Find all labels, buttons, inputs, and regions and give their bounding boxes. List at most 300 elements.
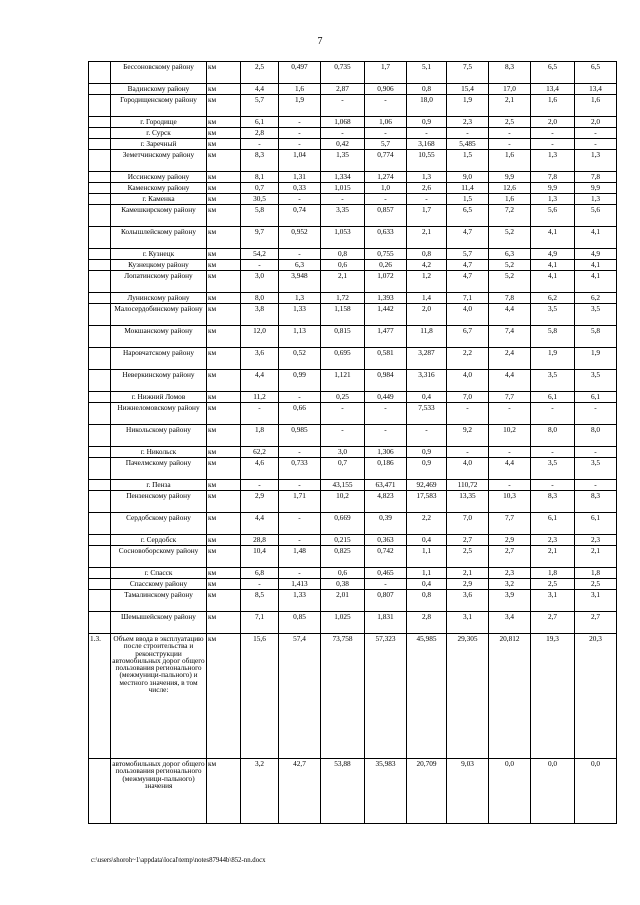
value-cell: -	[279, 392, 321, 403]
indicator-name-cell: г. Нижний Ломов	[111, 392, 207, 403]
value-cell: -	[279, 128, 321, 139]
row-number-cell	[89, 304, 111, 326]
value-cell: 10,2	[321, 491, 365, 513]
value-cell: -	[321, 425, 365, 447]
value-cell: 0,985	[279, 425, 321, 447]
value-cell: 0,9	[407, 117, 447, 128]
unit-cell: км	[207, 249, 241, 260]
row-number-cell	[89, 546, 111, 568]
value-cell: -	[279, 194, 321, 205]
value-cell: 8,1	[241, 172, 279, 183]
value-cell: 0,6	[321, 568, 365, 579]
value-cell: 0,774	[365, 150, 407, 172]
value-cell: 5,8	[531, 326, 575, 348]
value-cell: 1,6	[279, 84, 321, 95]
value-cell: 4,1	[531, 260, 575, 271]
value-cell: 4,7	[447, 227, 489, 249]
value-cell: 1,3	[531, 194, 575, 205]
value-cell: 2,1	[575, 546, 617, 568]
value-cell: 1,0	[365, 183, 407, 194]
indicator-name-cell: Городищенскому району	[111, 95, 207, 117]
value-cell: 4,1	[531, 271, 575, 293]
value-cell: 6,8	[241, 568, 279, 579]
value-cell: 2,8	[241, 128, 279, 139]
value-cell: 4,823	[365, 491, 407, 513]
unit-cell: км	[207, 546, 241, 568]
value-cell: 4,7	[447, 260, 489, 271]
unit-cell: км	[207, 117, 241, 128]
value-cell: -	[407, 194, 447, 205]
value-cell: 4,9	[531, 249, 575, 260]
value-cell: -	[489, 128, 531, 139]
value-cell: 4,1	[575, 271, 617, 293]
value-cell: 5,7	[241, 95, 279, 117]
value-cell: 110,72	[447, 480, 489, 491]
value-cell: 1,48	[279, 546, 321, 568]
table-row	[89, 62, 617, 84]
value-cell: 43,155	[321, 480, 365, 491]
value-cell: -	[531, 447, 575, 458]
value-cell: -	[279, 513, 321, 535]
unit-cell: км	[207, 590, 241, 612]
value-cell: -	[321, 95, 365, 117]
indicator-name-cell: Лопатинскому району	[111, 271, 207, 293]
value-cell: 1,334	[321, 172, 365, 183]
value-cell: 0,465	[365, 568, 407, 579]
value-cell: 2,9	[447, 579, 489, 590]
value-cell: 73,758	[321, 634, 365, 759]
unit-cell: км	[207, 568, 241, 579]
value-cell: 5,485	[447, 139, 489, 150]
value-cell: 0,215	[321, 535, 365, 546]
indicator-name-cell: Сердобскому району	[111, 513, 207, 535]
value-cell: 1,442	[365, 304, 407, 326]
unit-cell: км	[207, 392, 241, 403]
value-cell: 0,186	[365, 458, 407, 480]
value-cell: -	[279, 568, 321, 579]
value-cell: 2,9	[489, 535, 531, 546]
value-cell: 1,5	[447, 194, 489, 205]
value-cell: 1,7	[365, 62, 407, 84]
value-cell: 2,1	[447, 568, 489, 579]
value-cell: 5,7	[447, 249, 489, 260]
unit-cell: км	[207, 579, 241, 590]
value-cell: 3,0	[321, 447, 365, 458]
value-cell: 2,87	[321, 84, 365, 95]
value-cell: 8,3	[489, 62, 531, 84]
value-cell: 2,7	[489, 546, 531, 568]
value-cell: 8,0	[531, 425, 575, 447]
row-number-cell	[89, 260, 111, 271]
value-cell: -	[489, 403, 531, 425]
value-cell: 1,8	[241, 425, 279, 447]
value-cell: 63,471	[365, 480, 407, 491]
value-cell: 7,0	[447, 392, 489, 403]
row-number-cell	[89, 117, 111, 128]
indicator-name-cell: г. Сурск	[111, 128, 207, 139]
value-cell: -	[531, 128, 575, 139]
value-cell: 2,6	[407, 183, 447, 194]
value-cell: 4,0	[447, 304, 489, 326]
value-cell: 4,4	[489, 458, 531, 480]
value-cell: 1,9	[575, 348, 617, 370]
value-cell: 4,0	[447, 458, 489, 480]
value-cell: 1,413	[279, 579, 321, 590]
value-cell: -	[279, 139, 321, 150]
value-cell: 0,952	[279, 227, 321, 249]
unit-cell: км	[207, 84, 241, 95]
value-cell: 7,8	[531, 172, 575, 183]
value-cell: 1,477	[365, 326, 407, 348]
unit-cell: км	[207, 447, 241, 458]
value-cell: 6,1	[531, 513, 575, 535]
value-cell: 0,633	[365, 227, 407, 249]
value-cell: 1,015	[321, 183, 365, 194]
value-cell: 4,4	[489, 370, 531, 392]
table-row	[89, 326, 617, 348]
value-cell: 1,33	[279, 304, 321, 326]
value-cell: 6,7	[447, 326, 489, 348]
value-cell: 5,6	[531, 205, 575, 227]
value-cell: 2,5	[531, 579, 575, 590]
row-number-cell	[89, 172, 111, 183]
value-cell: 3,1	[531, 590, 575, 612]
table-row	[89, 535, 617, 546]
indicator-name-cell: Иссинскому району	[111, 172, 207, 183]
indicator-name-cell: Шемышейскому району	[111, 612, 207, 634]
value-cell: 92,469	[407, 480, 447, 491]
value-cell: 0,497	[279, 62, 321, 84]
indicator-name-cell: г. Пенза	[111, 480, 207, 491]
value-cell: 2,5	[447, 546, 489, 568]
value-cell: 5,2	[489, 271, 531, 293]
value-cell: 0,7	[321, 458, 365, 480]
value-cell: 1,13	[279, 326, 321, 348]
value-cell: 10,4	[241, 546, 279, 568]
unit-cell: км	[207, 458, 241, 480]
value-cell: 2,1	[531, 546, 575, 568]
value-cell: 3,5	[531, 370, 575, 392]
table-body	[89, 62, 617, 824]
table-row	[89, 95, 617, 117]
value-cell: 0,26	[365, 260, 407, 271]
indicator-name-cell: Лунинскому району	[111, 293, 207, 304]
value-cell: 1,04	[279, 150, 321, 172]
value-cell: 8,3	[531, 491, 575, 513]
value-cell: -	[575, 447, 617, 458]
unit-cell: км	[207, 370, 241, 392]
row-number-cell	[89, 425, 111, 447]
value-cell: 7,5	[447, 62, 489, 84]
value-cell: 3,168	[407, 139, 447, 150]
value-cell: 5,8	[241, 205, 279, 227]
value-cell: -	[365, 579, 407, 590]
value-cell: 2,3	[531, 535, 575, 546]
value-cell: 3,8	[241, 304, 279, 326]
value-cell: 0,9	[407, 458, 447, 480]
unit-cell: км	[207, 491, 241, 513]
value-cell: 1,158	[321, 304, 365, 326]
value-cell: 1,6	[575, 95, 617, 117]
value-cell: 0,755	[365, 249, 407, 260]
value-cell: 5,6	[575, 205, 617, 227]
value-cell: -	[365, 425, 407, 447]
value-cell: 1,06	[365, 117, 407, 128]
row-number-cell	[89, 392, 111, 403]
table-row	[89, 425, 617, 447]
value-cell: 1,33	[279, 590, 321, 612]
unit-cell: км	[207, 759, 241, 824]
indicator-name-cell: Нижнеломовскому району	[111, 403, 207, 425]
indicator-name-cell: Объем ввода в эксплуатацию после строительства и реконструкции автомобильных дорог общего пользования регионального (межмуници-пального) и местного значения, в том числе:	[111, 634, 207, 759]
value-cell: 20,3	[575, 634, 617, 759]
table-row	[89, 260, 617, 271]
value-cell: 4,4	[241, 370, 279, 392]
value-cell: 3,6	[241, 348, 279, 370]
value-cell: 2,2	[447, 348, 489, 370]
value-cell: 9,9	[531, 183, 575, 194]
value-cell: 9,03	[447, 759, 489, 824]
value-cell: 4,1	[575, 260, 617, 271]
value-cell: 1,025	[321, 612, 365, 634]
value-cell: 30,5	[241, 194, 279, 205]
value-cell: 0,4	[407, 579, 447, 590]
unit-cell: км	[207, 535, 241, 546]
value-cell: 1,35	[321, 150, 365, 172]
value-cell: 0,815	[321, 326, 365, 348]
value-cell: 35,983	[365, 759, 407, 824]
value-cell: 0,0	[531, 759, 575, 824]
value-cell: 2,3	[447, 117, 489, 128]
table-row	[89, 568, 617, 579]
value-cell: 8,0	[575, 425, 617, 447]
value-cell: 11,8	[407, 326, 447, 348]
value-cell: 0,6	[321, 260, 365, 271]
value-cell: 7,8	[575, 172, 617, 183]
value-cell: 1,6	[489, 194, 531, 205]
unit-cell: км	[207, 304, 241, 326]
row-number-cell	[89, 84, 111, 95]
value-cell: 2,1	[407, 227, 447, 249]
value-cell: 1,9	[447, 95, 489, 117]
indicator-name-cell: Никольскому району	[111, 425, 207, 447]
value-cell: 0,807	[365, 590, 407, 612]
value-cell: 1,8	[531, 568, 575, 579]
value-cell: 3,35	[321, 205, 365, 227]
value-cell: 0,7	[241, 183, 279, 194]
value-cell: 8,3	[241, 150, 279, 172]
value-cell: -	[447, 447, 489, 458]
value-cell: 0,669	[321, 513, 365, 535]
table-row	[89, 759, 617, 824]
value-cell: 2,1	[321, 271, 365, 293]
indicator-name-cell: г. Спасск	[111, 568, 207, 579]
indicator-name-cell: автомобильных дорог общего пользования регионального (межмуници-пального) значения	[111, 759, 207, 824]
value-cell: 1,3	[407, 172, 447, 183]
indicator-name-cell: г. Кузнецк	[111, 249, 207, 260]
value-cell: 6,3	[489, 249, 531, 260]
indicator-name-cell: Сосновоборскому району	[111, 546, 207, 568]
value-cell: 1,5	[447, 150, 489, 172]
value-cell: 1,71	[279, 491, 321, 513]
table-row	[89, 227, 617, 249]
unit-cell: км	[207, 480, 241, 491]
value-cell: 10,3	[489, 491, 531, 513]
unit-cell: км	[207, 513, 241, 535]
value-cell: 1,9	[531, 348, 575, 370]
value-cell: 2,3	[575, 535, 617, 546]
value-cell: 9,2	[447, 425, 489, 447]
value-cell: -	[447, 128, 489, 139]
value-cell: 0,52	[279, 348, 321, 370]
table-row	[89, 491, 617, 513]
table-row	[89, 392, 617, 403]
unit-cell: км	[207, 139, 241, 150]
indicator-name-cell: Малосердобинскому району	[111, 304, 207, 326]
value-cell: 0,363	[365, 535, 407, 546]
value-cell: 2,3	[489, 568, 531, 579]
value-cell: 6,5	[575, 62, 617, 84]
row-number-cell	[89, 370, 111, 392]
value-cell: 2,0	[407, 304, 447, 326]
row-number-cell	[89, 491, 111, 513]
value-cell: -	[489, 480, 531, 491]
row-number-cell	[89, 326, 111, 348]
unit-cell: км	[207, 183, 241, 194]
value-cell: 8,5	[241, 590, 279, 612]
value-cell: 7,8	[489, 293, 531, 304]
indicator-name-cell: Мокшанскому району	[111, 326, 207, 348]
value-cell: -	[279, 117, 321, 128]
value-cell: -	[407, 425, 447, 447]
value-cell: 1,7	[407, 205, 447, 227]
value-cell: 15,4	[447, 84, 489, 95]
value-cell: 11,2	[241, 392, 279, 403]
table-row	[89, 458, 617, 480]
value-cell: -	[447, 403, 489, 425]
value-cell: 0,74	[279, 205, 321, 227]
unit-cell: км	[207, 293, 241, 304]
table-row	[89, 348, 617, 370]
value-cell: 1,121	[321, 370, 365, 392]
value-cell: 0,733	[279, 458, 321, 480]
indicator-name-cell: Наровчатскому району	[111, 348, 207, 370]
indicator-name-cell: г. Никольск	[111, 447, 207, 458]
value-cell: 18,0	[407, 95, 447, 117]
row-number-cell	[89, 447, 111, 458]
value-cell: 1,4	[407, 293, 447, 304]
value-cell: 1,306	[365, 447, 407, 458]
value-cell: -	[489, 447, 531, 458]
row-number-cell	[89, 249, 111, 260]
value-cell: -	[531, 480, 575, 491]
row-number-cell	[89, 590, 111, 612]
value-cell: 1,6	[489, 150, 531, 172]
value-cell: 6,5	[447, 205, 489, 227]
value-cell: 2,0	[531, 117, 575, 128]
indicator-name-cell: Пачелмскому району	[111, 458, 207, 480]
value-cell: 0,33	[279, 183, 321, 194]
value-cell: 2,7	[575, 612, 617, 634]
table-row	[89, 634, 617, 759]
value-cell: -	[531, 403, 575, 425]
table-row	[89, 117, 617, 128]
value-cell: 45,985	[407, 634, 447, 759]
value-cell: 3,9	[489, 590, 531, 612]
value-cell: 2,5	[489, 117, 531, 128]
table-row	[89, 293, 617, 304]
value-cell: 1,072	[365, 271, 407, 293]
value-cell: 53,88	[321, 759, 365, 824]
value-cell: -	[279, 535, 321, 546]
value-cell: -	[241, 480, 279, 491]
value-cell: -	[241, 139, 279, 150]
value-cell: 0,85	[279, 612, 321, 634]
value-cell: 4,0	[447, 370, 489, 392]
value-cell: 17,583	[407, 491, 447, 513]
row-number-cell	[89, 194, 111, 205]
value-cell: 6,2	[531, 293, 575, 304]
table-row	[89, 447, 617, 458]
value-cell: 0,742	[365, 546, 407, 568]
value-cell: 1,8	[575, 568, 617, 579]
row-number-cell	[89, 480, 111, 491]
unit-cell: км	[207, 205, 241, 227]
table-row	[89, 194, 617, 205]
unit-cell: км	[207, 150, 241, 172]
value-cell: 3,1	[447, 612, 489, 634]
value-cell: 2,2	[407, 513, 447, 535]
value-cell: 0,825	[321, 546, 365, 568]
value-cell: -	[575, 139, 617, 150]
indicator-name-cell: Камешкирскому району	[111, 205, 207, 227]
table-row	[89, 84, 617, 95]
value-cell: 11,4	[447, 183, 489, 194]
value-cell: 13,35	[447, 491, 489, 513]
row-number-cell	[89, 579, 111, 590]
indicator-name-cell: г. Заречный	[111, 139, 207, 150]
value-cell: 3,5	[575, 304, 617, 326]
unit-cell: км	[207, 62, 241, 84]
unit-cell: км	[207, 634, 241, 759]
row-number-cell	[89, 227, 111, 249]
unit-cell: км	[207, 612, 241, 634]
value-cell: 20,709	[407, 759, 447, 824]
value-cell: 1,3	[531, 150, 575, 172]
value-cell: 0,99	[279, 370, 321, 392]
value-cell: 0,0	[575, 759, 617, 824]
value-cell: 3,948	[279, 271, 321, 293]
value-cell: 7,2	[489, 205, 531, 227]
value-cell: 57,323	[365, 634, 407, 759]
unit-cell: км	[207, 348, 241, 370]
value-cell: 0,984	[365, 370, 407, 392]
value-cell: -	[365, 128, 407, 139]
value-cell: 5,1	[407, 62, 447, 84]
value-cell: 4,2	[407, 260, 447, 271]
unit-cell: км	[207, 194, 241, 205]
table-row	[89, 172, 617, 183]
value-cell: 3,287	[407, 348, 447, 370]
value-cell: 3,5	[575, 458, 617, 480]
row-number-cell	[89, 458, 111, 480]
row-number-cell: 1.3.	[89, 634, 111, 759]
value-cell: 3,316	[407, 370, 447, 392]
value-cell: 9,0	[447, 172, 489, 183]
value-cell: 7,1	[447, 293, 489, 304]
unit-cell: км	[207, 425, 241, 447]
value-cell: 17,0	[489, 84, 531, 95]
